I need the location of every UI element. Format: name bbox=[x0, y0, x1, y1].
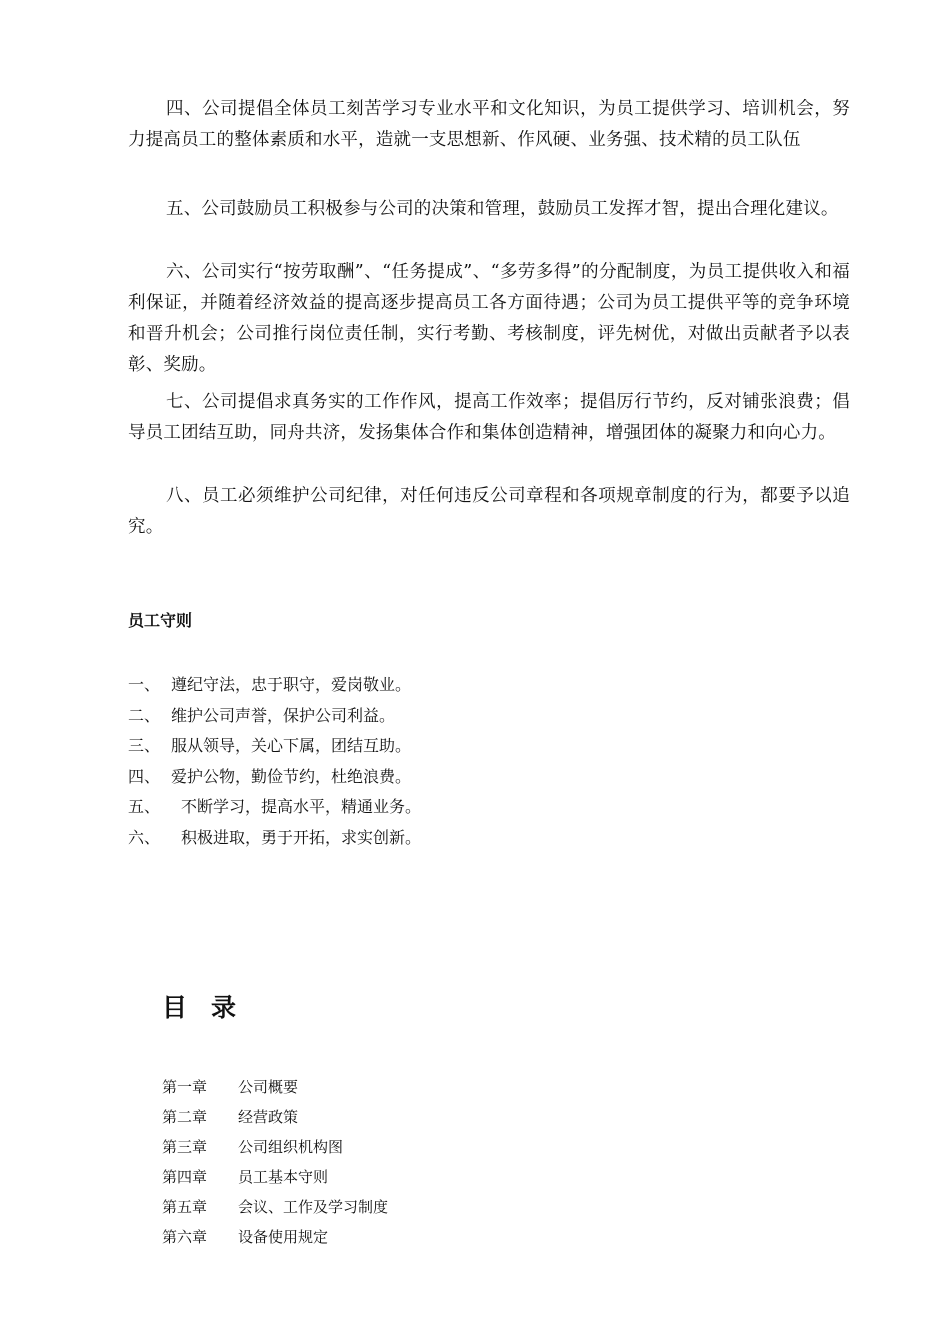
toc-chapter-number: 第一章 bbox=[162, 1078, 208, 1096]
list-item bbox=[128, 701, 728, 732]
list-item-number: 三、 bbox=[128, 736, 161, 755]
list-item-text: 不断学习，提高水平，精通业务。 bbox=[181, 797, 422, 816]
toc-item[interactable] bbox=[162, 1222, 388, 1252]
toc-chapter-number: 第六章 bbox=[162, 1228, 208, 1246]
paragraph-eight: 八、员工必须维护公司纪律，对任何违反公司章程和各项规章制度的行为，都要予以追究。 bbox=[128, 486, 850, 537]
paragraph-seven: 七、公司提倡求真务实的工作作风，提高工作效率；提倡厉行节约，反对铺张浪费；倡导员工团结互助，同舟共济，发扬集体合作和集体创造精神，增强团体的凝聚力和向心力。 bbox=[128, 392, 850, 443]
toc-chapter-name: 会议、工作及学习制度 bbox=[238, 1198, 389, 1216]
toc-chapter-number: 第四章 bbox=[162, 1168, 208, 1186]
toc-chapter-number: 第五章 bbox=[162, 1198, 208, 1216]
list-item-text: 维护公司声誉，保护公司利益。 bbox=[171, 705, 396, 725]
toc-chapter-name: 公司组织机构图 bbox=[238, 1138, 344, 1156]
list-item bbox=[128, 670, 728, 701]
list-item-number: 四、 bbox=[128, 766, 161, 786]
list-item bbox=[128, 792, 728, 823]
list-item-number: 六、 bbox=[128, 827, 161, 847]
list-item bbox=[128, 731, 728, 762]
toc-chapter-name: 员工基本守则 bbox=[238, 1168, 329, 1186]
table-of-contents bbox=[162, 1072, 388, 1252]
list-item-text: 积极进取，勇于开拓，求实创新。 bbox=[181, 827, 422, 847]
list-item-number: 五、 bbox=[128, 797, 161, 816]
toc-item[interactable] bbox=[162, 1132, 388, 1162]
toc-item[interactable] bbox=[162, 1102, 388, 1132]
list-item-number: 一、 bbox=[128, 675, 161, 694]
code-of-conduct-title: 员工守则 bbox=[128, 611, 193, 630]
list-item bbox=[128, 762, 728, 793]
paragraph-four: 四、公司提倡全体员工刻苦学习专业水平和文化知识，为员工提供学习、培训机会，努力提高员工的整体素质和水平，造就一支思想新、作风硬、业务强、技术精的员工队伍 bbox=[128, 99, 850, 150]
toc-item[interactable] bbox=[162, 1162, 388, 1192]
list-item bbox=[128, 823, 728, 854]
toc-item[interactable] bbox=[162, 1072, 388, 1102]
toc-chapter-name: 公司概要 bbox=[238, 1078, 299, 1096]
toc-chapter-number: 第二章 bbox=[162, 1108, 208, 1126]
list-item-text: 遵纪守法，忠于职守，爱岗敬业。 bbox=[171, 675, 412, 694]
paragraph-five: 五、公司鼓励员工积极参与公司的决策和管理，鼓励员工发挥才智，提出合理化建议。 bbox=[166, 199, 839, 219]
toc-title: 目录 bbox=[162, 993, 261, 1022]
toc-chapter-name: 设备使用规定 bbox=[238, 1228, 329, 1246]
code-of-conduct-list bbox=[128, 670, 728, 853]
toc-chapter-name: 经营政策 bbox=[238, 1108, 299, 1126]
toc-item[interactable] bbox=[162, 1192, 388, 1222]
list-item-number: 二、 bbox=[128, 705, 161, 725]
paragraph-six: 六、公司实行“按劳取酬”、“任务提成”、“多劳多得”的分配制度，为员工提供收入和福利保证，并随着经济效益的提高逐步提高员工各方面待遇；公司为员工提供平等的竞争环境和晋升机会；公司推行岗位责任制，实行考勤、考核制度，评先树优，对做出贡献者予以表彰、奖励。 bbox=[128, 262, 850, 375]
toc-chapter-number: 第三章 bbox=[162, 1138, 208, 1156]
list-item-text: 爱护公物，勤俭节约，杜绝浪费。 bbox=[171, 766, 412, 786]
list-item-text: 服从领导，关心下属，团结互助。 bbox=[171, 736, 412, 755]
